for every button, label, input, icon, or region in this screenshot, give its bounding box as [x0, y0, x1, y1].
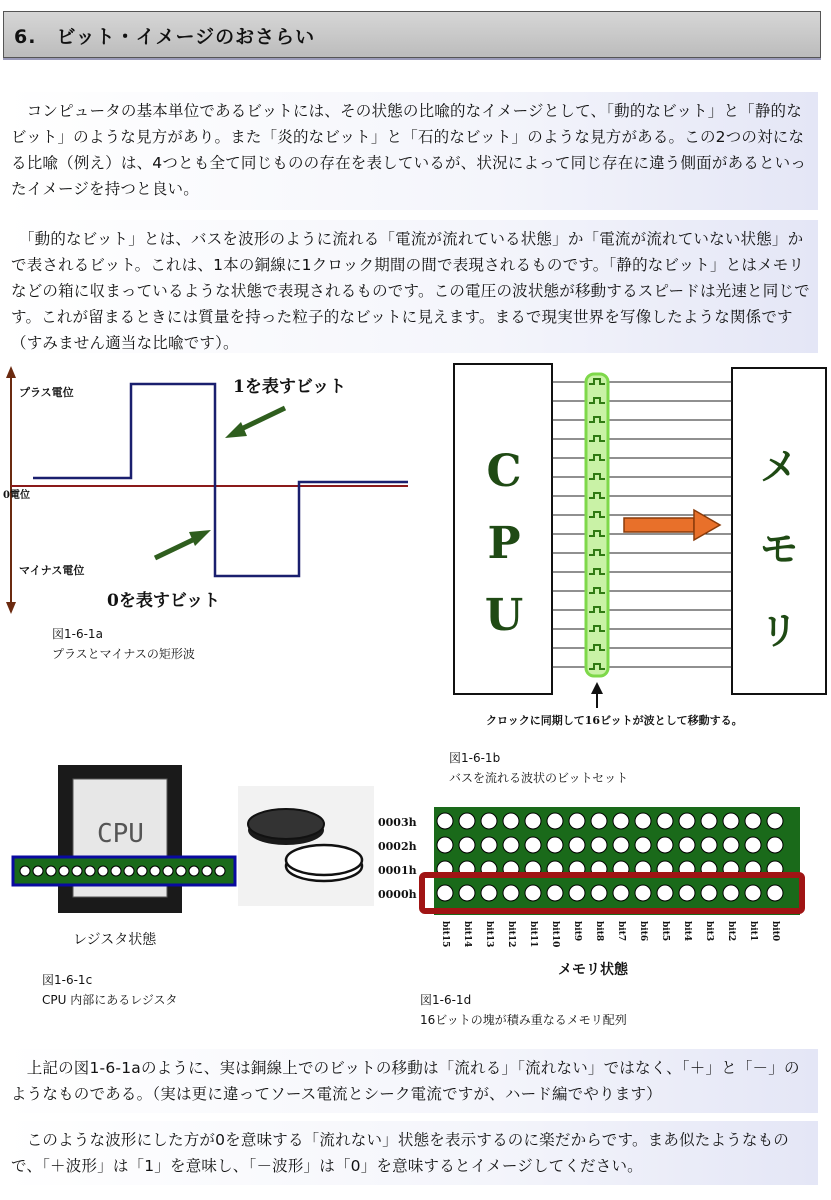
header-underline: [3, 58, 821, 60]
clock-note: クロックに同期して16ビットが波として移動する。: [486, 714, 743, 727]
plus-potential-label: プラス電位: [19, 386, 74, 399]
memory-state-title: メモリ状態: [558, 962, 628, 978]
intro-paragraph-2: 「動的なビット」とは、バスを波形のように流れる「電流が流れている状態」か「電流が流れていない状態」かで表されるビット。これは、1本の銅線に1クロック期間の間で表現されるものです。「静的なビット」とはメモリなどの箱に収まっているような状態で表現されるものです。この電圧の波状態が移動するスピードは光速と同じです。これが留まるときには質量を持った粒子的なビットに見えます。まるで現実世界を写像したような関係です（すみません適当な比喩です）。: [3, 220, 818, 353]
intro-paragraph-1: コンピュータの基本単位であるビットには、その状態の比喩的なイメージとして、「動的なビット」と「静的なビット」のような見方があり。また「炎的なビット」と「石的なビット」のような見方がある。この2つの対になる比喩（例え）は、4つとも全て同じものの存在を表しているが、状況によって同じ存在に違う側面があるといったイメージを持つと良い。: [3, 92, 818, 210]
register-state-label: レジスタ状態: [73, 932, 157, 948]
figure-c-caption: 図1-6-1c CPU 内部にあるレジスタ: [42, 973, 178, 1007]
figure-b-panel: [428, 356, 830, 734]
outro-paragraph-2: このような波形にした方が0を意味する「流れない」状態を表示するのに楽だからです。まあ似たようなもので、「＋波形」は「1」を意味し、「－波形」は「0」を意味するとイメージしてください。: [3, 1121, 818, 1185]
outro-paragraph-1: 上記の図1-6-1aのように、実は銅線上でのビットの移動は「流れる」「流れない」ではなく、「＋」と「－」のようなものである。（実は更に違ってソース電流とシーク電流ですが、ハード編でやります）: [3, 1049, 818, 1113]
bit-labels: bit15 bit14 bit13 bit12 bit11 bit10 bit9 bit8 bit7 bit6 bit5 bit4 bit3 bit2 bit1 bit0: [440, 921, 780, 948]
figure-a-panel: [3, 360, 420, 620]
figure-d-panel: [378, 801, 823, 1001]
section-title: 6. ビット・イメージのおさらい: [14, 26, 316, 48]
figure-a-caption: 図1-6-1a プラスとマイナスの矩形波: [52, 627, 195, 661]
memory-label: メ モ リ: [759, 444, 798, 653]
memory-address-labels: 0003h 0002h 0001h 0000h: [378, 816, 417, 901]
coins-illustration: [238, 786, 374, 906]
figure-c-panel: [3, 757, 243, 960]
chip-label: CPU: [97, 819, 144, 849]
minus-potential-label: マイナス電位: [19, 564, 85, 577]
figure-d-caption: 図1-6-1d 16ビットの塊が積み重なるメモリ配列: [420, 993, 627, 1027]
one-bit-label: 1を表すビット: [233, 377, 347, 397]
figure-b-caption: 図1-6-1b バスを流れる波状のビットセット: [449, 751, 629, 785]
coins-icon: [238, 786, 374, 906]
section-header: [3, 11, 821, 58]
zero-potential-label: 0電位: [3, 490, 30, 501]
zero-bit-label: 0を表すビット: [107, 591, 221, 611]
cpu-label: C P U: [484, 446, 524, 641]
